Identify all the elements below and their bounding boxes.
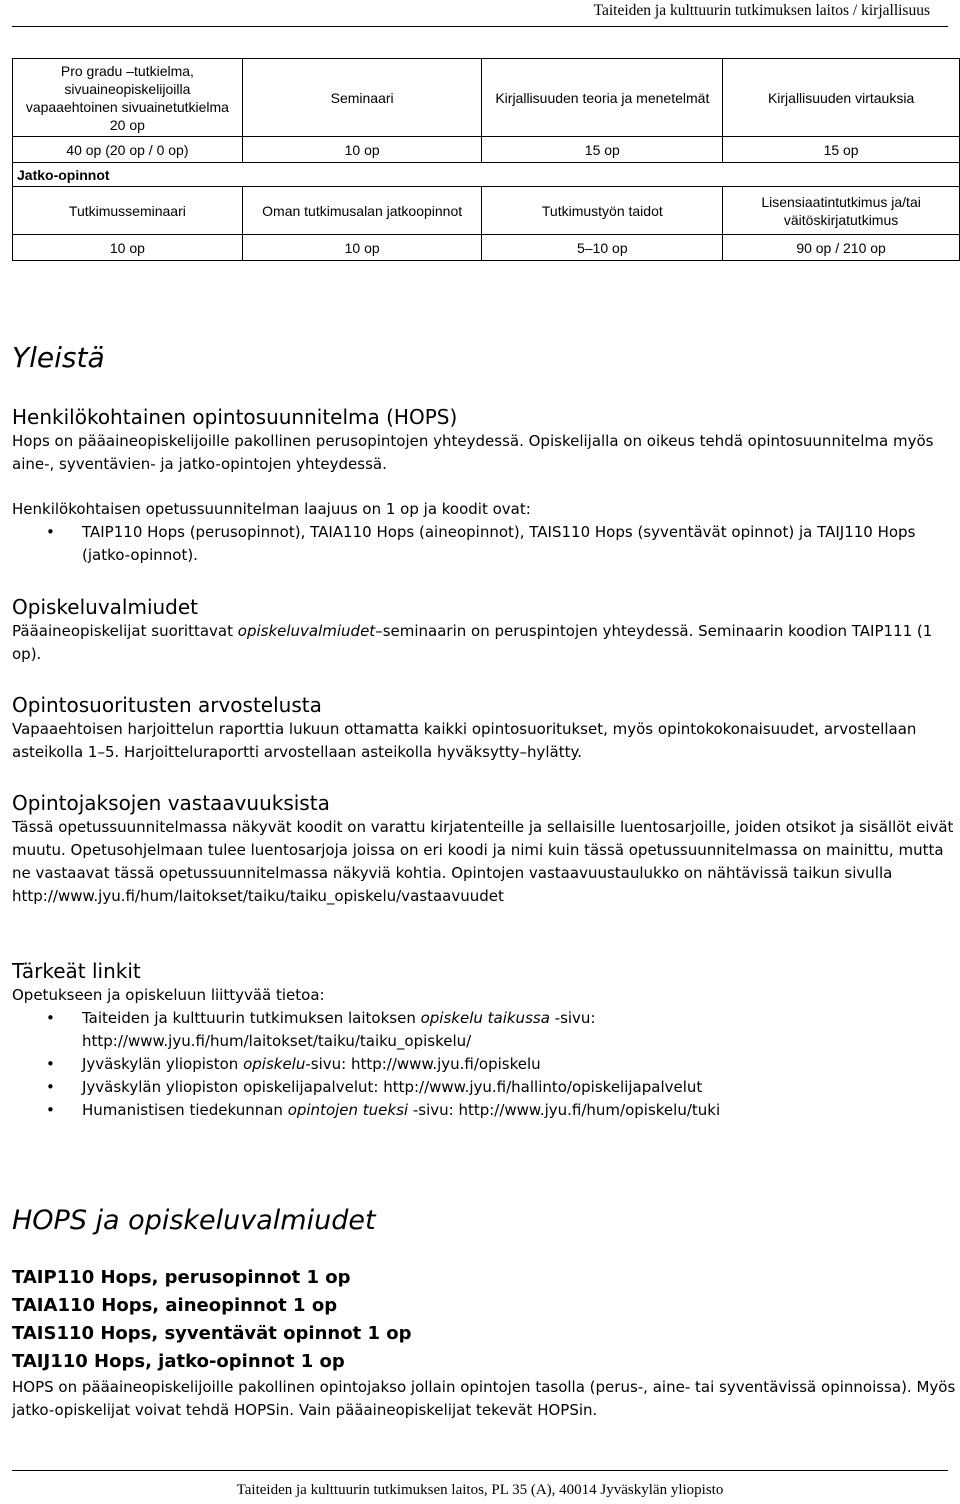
section-valmiudet [12, 594, 956, 666]
table-cell: 40 op (20 op / 0 op) [13, 137, 243, 163]
table-cell: 10 op [242, 235, 482, 261]
page-header: Taiteiden ja kulttuurin tutkimuksen laitos / kirjallisuus [593, 2, 930, 19]
section-yleista [12, 338, 956, 378]
section-hops-intro [12, 404, 956, 567]
table-row [13, 59, 960, 137]
table-cell: Tutkimusseminaari [13, 187, 243, 235]
table-row [13, 235, 960, 261]
bullet-icon: • [46, 523, 55, 541]
paragraph: Henkilökohtaisen opetussuunnitelman laajuus on 1 op ja koodit ovat: [12, 500, 531, 518]
paragraph: Tässä opetussuunnitelmassa näkyvät koodit on varattu kirjatenteille ja sellaisille luentosarjoille, joiden otsikot ja sisällöt eivät muutu. Opetusohjelmaan tulee luentosarjoja joissa on eri koodi ja nimi kuin tässä opetussuunnitelmassa on mainittu, mutta ne vastaavat tässä opetussuunnitelmassa näkyviä kohtia. Opintojen vastaavuustaulukko on nähtävissä taikun sivulla [12, 818, 954, 882]
table-section-row [13, 163, 960, 187]
bullet-icon: • [46, 1078, 55, 1096]
paragraph: Hops on pääaineopiskelijoille pakollinen perusopintojen yhteydessä. Opiskelijalla on oikeus tehdä opintosuunnitelma myös aine-, syventävien- ja jatko-opintojen yhteydessä. [12, 432, 934, 473]
table-cell: Pro gradu –tutkielma, sivuaineopiskelijoilla vapaaehtoinen sivuainetutkielma 20 op [13, 59, 243, 137]
list-item[interactable]: • Jyväskylän yliopiston opiskelu-sivu: http://www.jyu.fi/opiskelu [82, 1053, 956, 1076]
course-code: TAIS110 Hops, syventävät opinnot 1 op [12, 1323, 412, 1344]
list-item[interactable]: • Taiteiden ja kulttuurin tutkimuksen laitoksen opiskelu taikussa -sivu: http://www.jyu.fi/hum/laitokset/taiku/taiku_opiskelu/ [46, 1009, 596, 1050]
heading-linkit: Tärkeät linkit [12, 959, 141, 983]
table-cell: 15 op [482, 137, 723, 163]
header-rule [12, 26, 948, 27]
bullet-icon: • [46, 1101, 55, 1119]
table-cell: 5–10 op [482, 235, 723, 261]
table-cell: 10 op [242, 137, 482, 163]
section-hops [12, 1198, 956, 1244]
heading-vastaavuus: Opintojaksojen vastaavuuksista [12, 791, 330, 815]
bullet-icon: • [46, 1055, 55, 1073]
course-code: TAIA110 Hops, aineopinnot 1 op [12, 1295, 338, 1316]
bullet-icon: • [46, 1009, 55, 1027]
table-cell: Lisensiaatintutkimus ja/tai väitöskirjatutkimus [723, 187, 960, 235]
table-cell: Seminaari [242, 59, 482, 137]
table-cell: 10 op [13, 235, 243, 261]
section-hops-codes [12, 1264, 956, 1422]
link-vastaavuus[interactable]: http://www.jyu.fi/hum/laitokset/taiku/taiku_opiskelu/vastaavuudet [12, 887, 504, 905]
code-list [12, 521, 956, 567]
list-item[interactable]: • Humanistisen tiedekunnan opintojen tueksi -sivu: http://www.jyu.fi/hum/opiskelu/tuki [82, 1099, 956, 1122]
section-vastaavuus [12, 790, 956, 908]
section-linkit [12, 958, 956, 1122]
table-cell: 90 op / 210 op [723, 235, 960, 261]
link-list [12, 1007, 956, 1122]
course-code: TAIP110 Hops, perusopinnot 1 op [12, 1267, 351, 1288]
paragraph: Opetukseen ja opiskeluun liittyvää tietoa: [12, 986, 325, 1004]
table-cell: Kirjallisuuden virtauksia [723, 59, 960, 137]
table-cell: Tutkimustyön taidot [482, 187, 723, 235]
heading-valmiudet: Opiskeluvalmiudet [12, 595, 199, 619]
heading-hops: Henkilökohtainen opintosuunnitelma (HOPS) [12, 405, 458, 429]
program-table [12, 58, 960, 261]
paragraph: Pääaineopiskelijat suorittavat opiskeluvalmiudet–seminaarin on peruspintojen yhteydessä. Seminaarin koodion TAIP111 (1 op). [12, 622, 933, 663]
heading-hops-valmiudet: HOPS ja opiskeluvalmiudet [12, 1205, 376, 1236]
table-row [13, 187, 960, 235]
course-code: TAIJ110 Hops, jatko-opinnot 1 op [12, 1351, 345, 1372]
table-cell: 15 op [723, 137, 960, 163]
footer-rule [12, 1470, 948, 1471]
paragraph: Vapaaehtoisen harjoittelun raporttia lukuun ottamatta kaikki opintosuoritukset, myös opintokokonaisuudet, arvostellaan asteikolla 1–5. Harjoitteluraportti arvostellaan asteikolla hyväksytty–hylätty. [12, 720, 917, 761]
table-cell: Kirjallisuuden teoria ja menetelmät [482, 59, 723, 137]
page-footer: Taiteiden ja kulttuurin tutkimuksen laitos, PL 35 (A), 40014 Jyväskylän yliopisto [236, 1482, 724, 1498]
heading-arvostelu: Opintosuoritusten arvostelusta [12, 693, 322, 717]
table-cell: Oman tutkimusalan jatkoopinnot [242, 187, 482, 235]
heading-yleista: Yleistä [12, 341, 105, 374]
paragraph: HOPS on pääaineopiskelijoille pakollinen opintojakso jollain opintojen tasolla (perus-, aine- tai syventävissä opinnoissa). Myös jatko-opiskelijat voivat tehdä HOPSin. Vain pääaineopiskelijat tekevät HOPSin. [12, 1378, 956, 1419]
list-item: • TAIP110 Hops (perusopinnot), TAIA110 Hops (aineopinnot), TAIS110 Hops (syventävät opinnot) ja TAIJ110 Hops (jatko-opinnot). [46, 523, 916, 564]
table-row [13, 137, 960, 163]
list-item[interactable]: • Jyväskylän yliopiston opiskelijapalvelut: http://www.jyu.fi/hallinto/opiskelijapalvelut [82, 1076, 956, 1099]
table-section-label: Jatko-opinnot [13, 163, 960, 187]
section-arvostelu [12, 692, 956, 764]
